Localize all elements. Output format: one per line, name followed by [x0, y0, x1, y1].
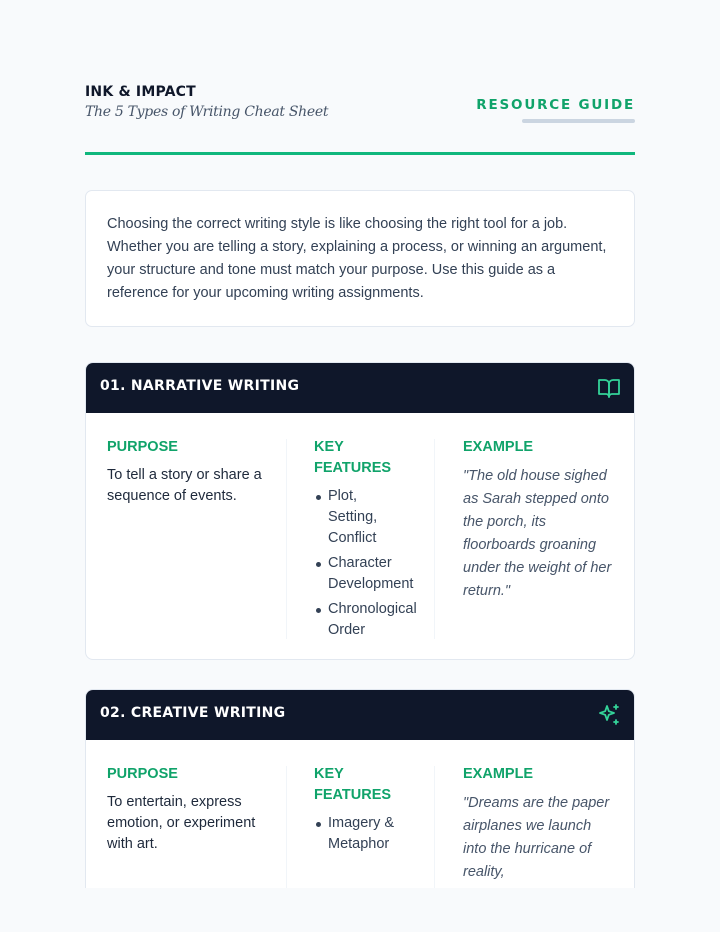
section-card-narrative	[85, 362, 635, 660]
example-text: "Dreams are the paper airplanes we launch into the hurricane of reality,	[463, 795, 610, 880]
page-bottom-cut	[0, 888, 720, 932]
intro-box	[85, 190, 635, 327]
intro-text: Choosing the correct writing style is like choosing the right tool for a job. Whether you are telling a story, explaining a process, or winning an argument, your structure and tone must match your purpose. Use this guide as a reference for your upcoming writing assignments.	[107, 216, 607, 301]
section-header	[86, 363, 634, 413]
features-list	[314, 813, 434, 855]
document-subtitle: The 5 Types of Writing Cheat Sheet	[85, 104, 329, 120]
column-divider	[434, 439, 435, 639]
brand-name: INK & IMPACT	[85, 84, 196, 100]
purpose-label: PURPOSE	[107, 766, 178, 782]
sparkles-icon	[597, 703, 621, 727]
features-label: KEY FEATURES	[314, 766, 392, 803]
list-item: Imagery & Metaphor	[314, 813, 399, 855]
page-header	[85, 84, 635, 128]
list-item: Plot, Setting, Conflict	[314, 486, 389, 549]
purpose-column	[107, 437, 267, 507]
example-column	[463, 437, 613, 603]
example-label: EXAMPLE	[463, 439, 534, 455]
header-rule	[85, 152, 635, 155]
open-book-icon	[597, 376, 621, 400]
features-column	[314, 437, 434, 645]
purpose-text: To entertain, express emotion, or experiment with art.	[107, 794, 256, 852]
features-label: KEY FEATURES	[314, 439, 392, 476]
example-label: EXAMPLE	[463, 766, 534, 782]
list-item: Chronological Order	[314, 599, 424, 641]
purpose-text: To tell a story or share a sequence of events.	[107, 467, 262, 504]
section-title: 01. NARRATIVE WRITING	[100, 378, 300, 394]
features-column	[314, 764, 434, 859]
section-header	[86, 690, 634, 740]
example-text: "The old house sighed as Sarah stepped onto the porch, its floorboards groaning under the weight of her return."	[463, 468, 612, 599]
purpose-label: PURPOSE	[107, 439, 178, 455]
example-column	[463, 764, 613, 884]
resource-guide-badge: RESOURCE GUIDE	[476, 97, 635, 113]
features-list	[314, 486, 434, 641]
badge-underline	[522, 119, 635, 123]
list-item: Character Development	[314, 553, 424, 595]
column-divider	[286, 439, 287, 639]
section-title: 02. CREATIVE WRITING	[100, 705, 286, 721]
purpose-column	[107, 764, 267, 855]
